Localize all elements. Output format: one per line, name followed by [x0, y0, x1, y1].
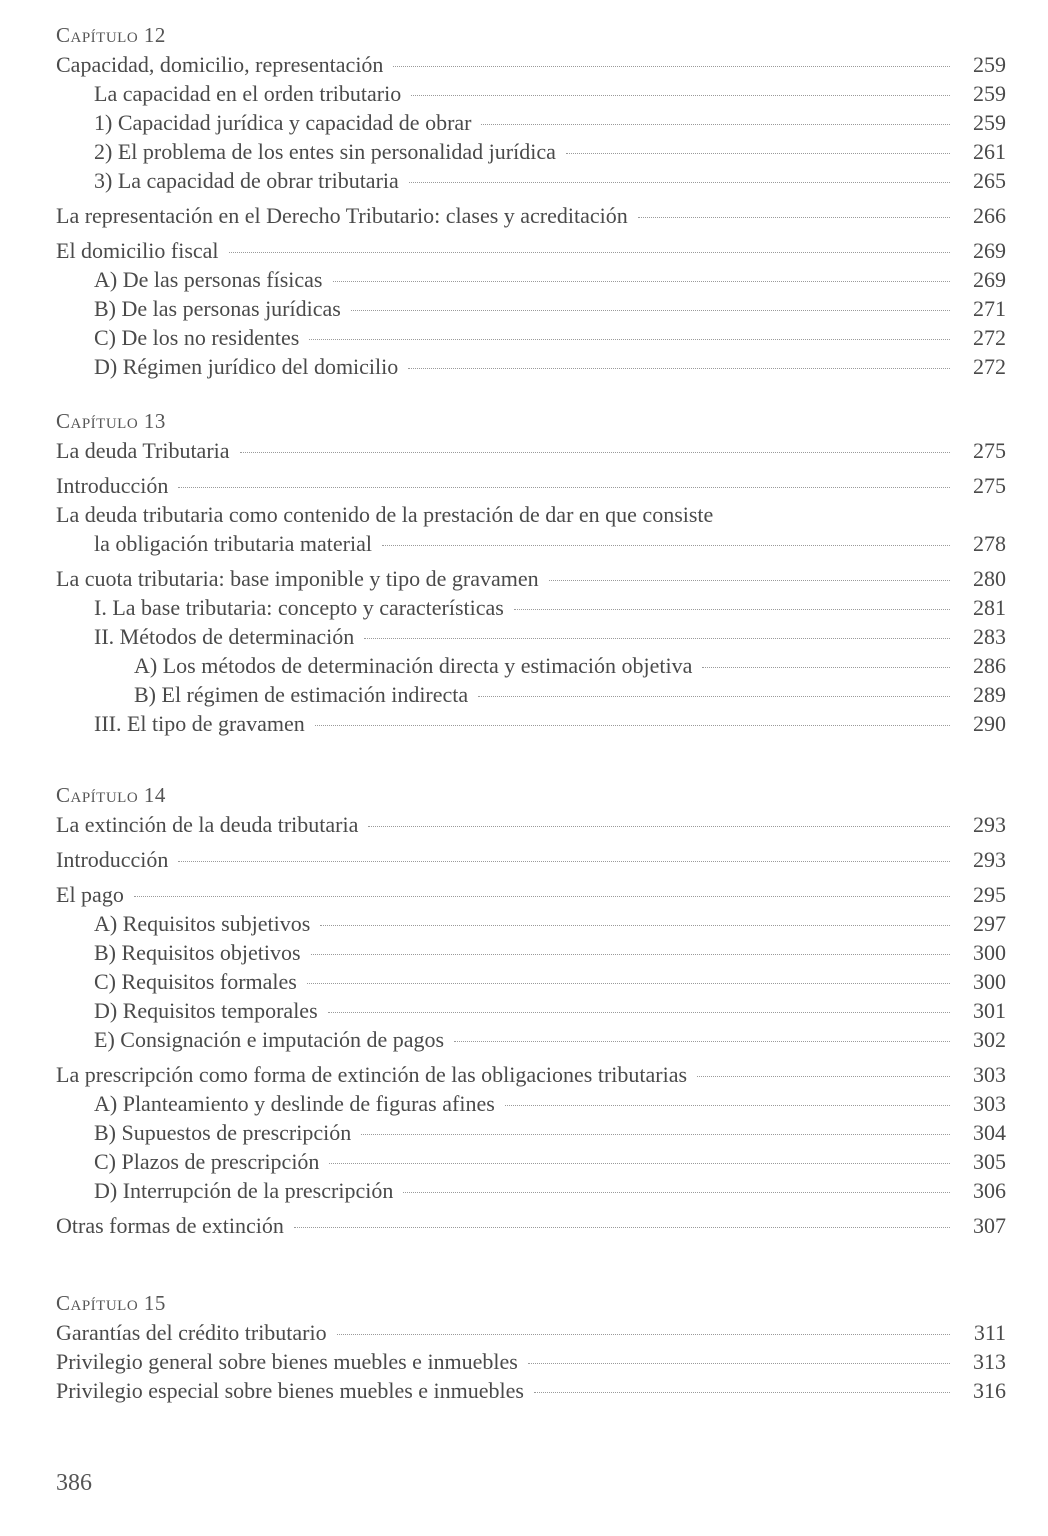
entry-title: La extinción de la deuda tributaria	[56, 812, 359, 837]
toc-entry	[56, 1118, 1006, 1147]
entry-title: A) Requisitos subjetivos	[94, 911, 311, 936]
toc-entry	[56, 622, 1006, 651]
entry-title: Otras formas de extinción	[56, 1213, 284, 1238]
toc-entry	[56, 1147, 1006, 1176]
entry-title: La cuota tributaria: base imponible y tipo de gravamen	[56, 566, 539, 591]
entry-page-number: 300	[973, 969, 1006, 994]
dot-leader	[178, 487, 950, 488]
dot-leader	[320, 925, 950, 926]
entry-page-number: 302	[973, 1027, 1006, 1052]
toc-entry	[56, 471, 1006, 500]
entry-title: B) Requisitos objetivos	[94, 940, 301, 965]
entry-title: Privilegio especial sobre bienes muebles e inmuebles	[56, 1378, 524, 1403]
chapter-label: Capítulo 15	[56, 1291, 166, 1315]
entry-title: La capacidad en el orden tributario	[94, 81, 402, 106]
dot-leader	[393, 66, 950, 67]
entry-page-number: 271	[973, 296, 1006, 321]
entry-page-number: 265	[973, 168, 1006, 193]
entry-title: E) Consignación e imputación de pagos	[94, 1027, 445, 1052]
toc-entry	[56, 137, 1006, 166]
dot-leader	[409, 182, 950, 183]
dot-leader	[329, 1163, 950, 1164]
entry-title: La prescripción como forma de extinción de las obligaciones tributarias	[56, 1062, 688, 1087]
toc-entry	[56, 236, 1006, 265]
dot-leader	[549, 580, 950, 581]
dot-leader	[382, 545, 950, 546]
chapter-13	[56, 408, 1006, 738]
entry-page-number: 307	[973, 1213, 1006, 1238]
entry-title: C) Plazos de prescripción	[94, 1149, 320, 1174]
toc-entry	[56, 352, 1006, 381]
toc-entry	[56, 79, 1006, 108]
entry-title: 2) El problema de los entes sin personalidad jurídica	[94, 139, 556, 164]
entry-title: I. La base tributaria: concepto y características	[94, 595, 504, 620]
dot-leader	[403, 1192, 950, 1193]
dot-leader	[337, 1334, 950, 1335]
dot-leader	[240, 452, 950, 453]
toc-entry	[56, 265, 1006, 294]
entry-title: B) Supuestos de prescripción	[94, 1120, 352, 1145]
toc-entry	[56, 996, 1006, 1025]
chapter-label: Capítulo 12	[56, 23, 166, 47]
toc-entry	[56, 294, 1006, 323]
toc-entry	[56, 880, 1006, 909]
toc-entry	[56, 938, 1006, 967]
chapter-label: Capítulo 13	[56, 409, 166, 433]
dot-leader	[411, 95, 950, 96]
entry-title: B) El régimen de estimación indirecta	[134, 682, 469, 707]
dot-leader	[454, 1041, 950, 1042]
entry-page-number: 281	[973, 595, 1006, 620]
dot-leader	[638, 217, 950, 218]
entry-title: D) Interrupción de la prescripción	[94, 1178, 394, 1203]
dot-leader	[505, 1105, 950, 1106]
toc-entry	[56, 323, 1006, 352]
entry-title: 3) La capacidad de obrar tributaria	[94, 168, 399, 193]
entry-page-number: 300	[973, 940, 1006, 965]
toc-entry	[56, 1176, 1006, 1205]
entry-title: 1) Capacidad jurídica y capacidad de obrar	[94, 110, 472, 135]
entry-page-number: 293	[973, 812, 1006, 837]
entry-page-number: 280	[973, 566, 1006, 591]
toc-entry	[56, 1089, 1006, 1118]
entry-page-number: 275	[973, 473, 1006, 498]
entry-title: B) De las personas jurídicas	[94, 296, 341, 321]
entry-title: El domicilio fiscal	[56, 238, 219, 263]
entry-title: II. Métodos de determinación	[94, 624, 355, 649]
entry-title: D) Régimen jurídico del domicilio	[94, 354, 399, 379]
dot-leader	[408, 368, 950, 369]
entry-title: A) Planteamiento y deslinde de figuras afines	[94, 1091, 495, 1116]
dot-leader	[697, 1076, 950, 1077]
entry-page-number: 259	[973, 110, 1006, 135]
entry-page-number: 259	[973, 52, 1006, 77]
entry-title: C) Requisitos formales	[94, 969, 297, 994]
entry-page-number: 261	[973, 139, 1006, 164]
entry-title-line2: la obligación tributaria material	[94, 531, 372, 556]
toc-entry	[56, 680, 1006, 709]
entry-page-number: 275	[973, 438, 1006, 463]
entry-page-number: 303	[973, 1062, 1006, 1087]
entry-page-number: 295	[973, 882, 1006, 907]
entry-title: D) Requisitos temporales	[94, 998, 318, 1023]
dot-leader	[514, 609, 950, 610]
chapter-15	[56, 1290, 1006, 1405]
dot-leader	[368, 826, 950, 827]
entry-page-number: 293	[973, 847, 1006, 872]
toc-entry	[56, 1318, 1006, 1347]
toc-entry	[56, 1347, 1006, 1376]
entry-page-number: 272	[973, 325, 1006, 350]
dot-leader	[364, 638, 950, 639]
dot-leader	[702, 667, 950, 668]
entry-title: La deuda tributaria como contenido de la prestación de dar en que consiste	[56, 502, 714, 527]
toc-entry	[56, 108, 1006, 137]
entry-page-number: 297	[973, 911, 1006, 936]
toc-entry	[56, 436, 1006, 465]
dot-leader	[566, 153, 950, 154]
dot-leader	[229, 252, 950, 253]
entry-title: A) Los métodos de determinación directa y estimación objetiva	[134, 653, 693, 678]
entry-page-number: 289	[973, 682, 1006, 707]
dot-leader	[134, 896, 950, 897]
entry-page-number: 316	[973, 1378, 1006, 1403]
entry-title: Introducción	[56, 473, 169, 498]
entry-page-number: 301	[973, 998, 1006, 1023]
entry-title: C) De los no residentes	[94, 325, 300, 350]
dot-leader	[361, 1134, 950, 1135]
toc-entry	[56, 201, 1006, 230]
entry-page-number: 278	[973, 531, 1006, 556]
entry-title: La representación en el Derecho Tributario: clases y acreditación	[56, 203, 628, 228]
toc-entry	[56, 1211, 1006, 1240]
entry-title: Garantías del crédito tributario	[56, 1320, 327, 1345]
toc-entry	[56, 593, 1006, 622]
entry-page-number: 306	[973, 1178, 1006, 1203]
chapter-12	[56, 22, 1006, 381]
entry-page-number: 313	[973, 1349, 1006, 1374]
dot-leader	[315, 725, 950, 726]
entry-page-number: 272	[973, 354, 1006, 379]
entry-title: El pago	[56, 882, 124, 907]
toc-entry	[56, 967, 1006, 996]
toc-entry	[56, 1025, 1006, 1054]
chapter-label: Capítulo 14	[56, 783, 166, 807]
chapter-14	[56, 782, 1006, 1240]
toc-entry	[56, 810, 1006, 839]
entry-page-number: 303	[973, 1091, 1006, 1116]
entry-title: Privilegio general sobre bienes muebles e inmuebles	[56, 1349, 518, 1374]
entry-page-number: 305	[973, 1149, 1006, 1174]
entry-title: III. El tipo de gravamen	[94, 711, 305, 736]
toc-entry	[56, 50, 1006, 79]
entry-page-number: 286	[973, 653, 1006, 678]
dot-leader	[534, 1392, 950, 1393]
entry-page-number: 269	[973, 267, 1006, 292]
toc-entry	[56, 909, 1006, 938]
dot-leader	[294, 1227, 950, 1228]
entry-title: La deuda Tributaria	[56, 438, 230, 463]
entry-page-number: 311	[973, 1320, 1006, 1345]
dot-leader	[178, 861, 950, 862]
toc-entry	[56, 845, 1006, 874]
dot-leader	[333, 281, 951, 282]
dot-leader	[528, 1363, 950, 1364]
toc-entry	[56, 500, 1006, 558]
entry-page-number: 259	[973, 81, 1006, 106]
toc-entry	[56, 166, 1006, 195]
dot-leader	[481, 124, 950, 125]
entry-title-continuation	[56, 529, 1006, 558]
entry-title: Introducción	[56, 847, 169, 872]
entry-page-number: 304	[973, 1120, 1006, 1145]
entry-page-number: 266	[973, 203, 1006, 228]
toc-entry	[56, 1060, 1006, 1089]
toc-entry	[56, 564, 1006, 593]
toc-entry	[56, 709, 1006, 738]
toc-entry	[56, 1376, 1006, 1405]
dot-leader	[351, 310, 950, 311]
entry-title: Capacidad, domicilio, representación	[56, 52, 384, 77]
page-number: 386	[56, 1470, 92, 1496]
toc-entry	[56, 651, 1006, 680]
entry-page-number: 269	[973, 238, 1006, 263]
dot-leader	[307, 983, 950, 984]
entry-title: A) De las personas físicas	[94, 267, 323, 292]
dot-leader	[311, 954, 950, 955]
dot-leader	[478, 696, 950, 697]
entry-page-number: 290	[973, 711, 1006, 736]
dot-leader	[309, 339, 950, 340]
dot-leader	[328, 1012, 950, 1013]
entry-page-number: 283	[973, 624, 1006, 649]
